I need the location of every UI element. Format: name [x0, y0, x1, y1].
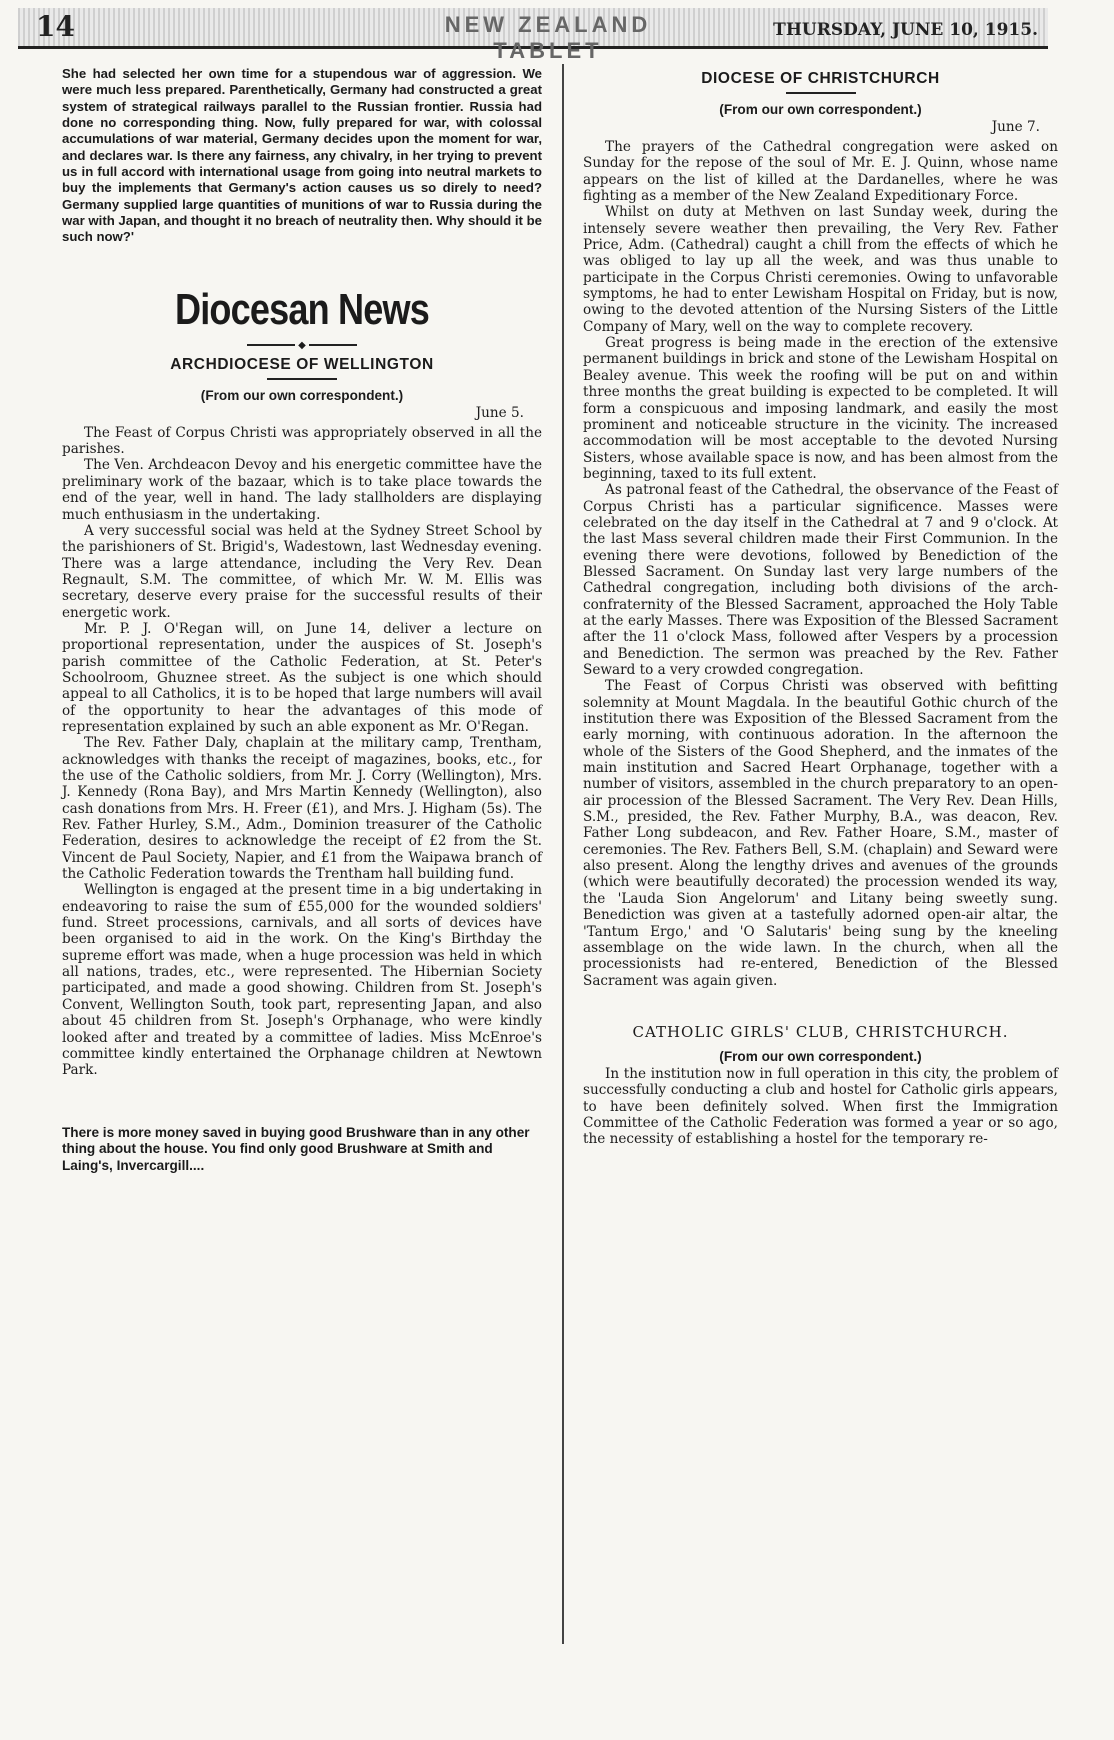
wellington-paragraph: A very successful social was held at the Sydney Street School by the parishioners of St. Brigid's, Wadestown, last Wednesday evening. There was a large attendance, including the Very Rev. Dean Regnault, S.M. The committee, of which Mr. W. M. Ellis was secretary, deserve every praise for the successful results of their energetic work. — [62, 522, 542, 621]
issue-date: THURSDAY, JUNE 10, 1915. — [773, 20, 1038, 40]
section-heading-wellington: ARCHDIOCESE OF WELLINGTON — [170, 355, 434, 373]
page-number: 14 — [36, 10, 75, 43]
page-title: Diocesan News — [174, 284, 430, 334]
wellington-paragraph: Wellington is engaged at the present time in a big undertaking in endeavoring to raise the sum of £55,000 for the wounded soldiers' fund. Street processions, carnivals, and all sorts of devices have been organised to aid in the work. On the King's Birthday the supreme effort was made, when a huge procession was held in which all nations, trades, etc., were represented. The Hibernian Society participated, and made a good showing. Children from St. Joseph's Convent, Wellington South, took part, representing Japan, and also about 45 children from St. Joseph's Orphanage, who were kindly looked after and treated by a committee of ladies. Miss McEnroe's committee kindly entertained the Orphanage children at Newtown Park. — [62, 882, 542, 1079]
wellington-paragraph: The Rev. Father Daly, chaplain at the military camp, Trentham, acknowledges with thanks the receipt of magazines, books, etc., for the use of the Catholic soldiers, from Mr. J. Corry (Wellington), Mrs. J. Kennedy (Rona Bay), and Mrs Martin Kennedy (Wellington), also cash donations from Mrs. H. Freer (£1), and Mrs. J. Higham (5s). The Rev. Father Hurley, S.M., Adm., Dominion treasurer of the Catholic Federation, desires to acknowledge the receipt of £2 from the St. Vincent de Paul Society, Napier, and £1 from the Waipawa branch of the Catholic Federation towards the Trentham hall building fund. — [62, 735, 542, 883]
byline-wellington: (From our own correspondent.) — [200, 387, 404, 403]
dateline-christchurch: June 7. — [991, 119, 1040, 135]
intro-paragraph: She had selected her own time for a stupendous war of aggression. We were much less prepared. Parenthetically, Germany had constructed a great system of strategical railways parallel to the Russian frontier. Russia had done no corresponding thing. Now, fully prepared for war, with colossal accumulations of war material, Germany decides upon the moment for war, and declares war. Is there any fairness, any chivalry, in her trying to prevent us in full accord with international usage from going into neutral markets to buy the implements that Germany's action causes us so direly to need? Germany supplied large quantities of munitions of war to Russia during the war with Japan, and thought it no breach of neutrality then. Why should it be such now?' — [62, 66, 542, 245]
brushware-advertisement: There is more money saved in buying good Brushware than in any other thing about the house. You find only good Brushware at Smith and Laing's, Invercargill.... — [62, 1124, 530, 1173]
christchurch-paragraph: Whilst on duty at Methven on last Sunday week, during the intensely severe weather then prevailing, the Very Rev. Father Price, Adm. (Cathedral) caught a chill from the effects of which he was obliged to lay up all the week, and was thus unable to participate in the Corpus Christi ceremonies. Owing to unfavorable symptoms, he had to enter Lewisham Hospital on Friday, but is now, owing to the devoted attention of the Nursing Sisters of the Little Company of Mary, well on the way to complete recovery. — [583, 204, 1058, 335]
christchurch-paragraph: As patronal feast of the Cathedral, the observance of the Feast of Corpus Christi has a particular significence. Masses were celebrated on the day itself in the Cathedral at 7 and 9 o'clock. At the last Mass several children made their First Communion. In the evening there were devotions, followed by Benediction of the Blessed Sacrament. On Sunday last very large numbers of the Cathedral congregation, including both divisions of the arch-confraternity of the Blessed Sacrament, approached the Holy Table at the early Masses. There was Exposition of the Blessed Sacrament after the 11 o'clock Mass, followed after Vespers by a procession and Benediction. The sermon was preached by the Rev. Father Seward to a very crowded congregation. — [583, 482, 1058, 678]
christchurch-paragraph: The Feast of Corpus Christi was observed with befitting solemnity at Mount Magdala. In the beautiful Gothic church of the institution there was Exposition of the Blessed Sacrament from the early morning, with continuous adoration. In the afternoon the whole of the Sisters of the Good Shepherd, and the inmates of the main institution and Sacred Heart Orphanage, together with a number of visitors, assembled in the church preparatory to an open-air procession of the Blessed Sacrament. The Very Rev. Dean Hills, S.M., presided, the Rev. Father Murphy, B.A., was deacon, Rev. Father Long subdeacon, and Rev. Father Hoare, S.M., master of ceremonies. The Rev. Fathers Bell, S.M. (chaplain) and Seward were also present. Along the lengthy drives and avenues of the grounds (which were beautifully decorated) the procession wended its way, the 'Lauda Sion Angelorum' and Litany being sweetly sung. Benediction was given at a tastefully adorned open-air altar, the 'Tantum Ergo,' and 'O Salutaris' being sung by the kneeling assemblage on the wide lawn. In the church, when all the processionists had re-entered, Benediction of the Blessed Sacrament was again given. — [583, 678, 1058, 989]
section-heading-girls-club: CATHOLIC GIRLS' CLUB, CHRISTCHURCH. — [632, 1022, 1009, 1041]
section-heading-christchurch: DIOCESE OF CHRISTCHURCH — [701, 70, 940, 87]
byline-girls-club: (From our own correspondent.) — [719, 1048, 922, 1064]
intro-continuation — [62, 66, 542, 246]
right-column — [583, 66, 1058, 1148]
christchurch-paragraph: The prayers of the Cathedral congregation were asked on Sunday for the repose of the soul of Mr. E. J. Quinn, whose name appears on the list of killed at the Dardanelles, where he was fighting as a member of the New Zealand Expeditionary Force. — [583, 139, 1058, 205]
dateline-wellington: June 5. — [475, 404, 524, 421]
paper-name: NEW ZEALAND TABLET — [444, 12, 652, 63]
left-column — [62, 66, 542, 1174]
masthead — [18, 8, 1048, 63]
wellington-paragraph: The Ven. Archdeacon Devoy and his energetic committee have the preliminary work of the bazaar, which is to take place towards the end of the year, well in hand. The lady stallholders are displaying much enthusiasm in the undertaking. — [62, 457, 542, 523]
short-rule — [786, 92, 856, 94]
diamond-rule: ◆ — [62, 340, 542, 352]
christchurch-paragraph: Great progress is being made in the erection of the extensive permanent buildings in brick and stone of the Lewisham Hospital on Bealey avenue. This week the roofing will be put on and within three months the great building is expected to be completed. It will form a conspicuous and imposing landmark, and easily the most prominent and noticeable structure in the vicinity. The increased accommodation will be most acceptable to the devoted Nursing Sisters, whose available space is now, and has been almost from the beginning, taxed to its full extent. — [583, 335, 1058, 482]
column-divider — [562, 64, 564, 1644]
wellington-paragraph: The Feast of Corpus Christi was appropriately observed in all the parishes. — [62, 424, 542, 458]
byline-christchurch: (From our own correspondent.) — [719, 102, 922, 117]
girls-club-paragraph: In the institution now in full operation in this city, the problem of successfully conducting a club and hostel for Catholic girls appears, to have been definitely solved. When first the Immigration Committee of the Catholic Federation was formed a year or so ago, the necessity of establishing a hostel for the temporary re- — [583, 1065, 1058, 1148]
wellington-paragraph: Mr. P. J. O'Regan will, on June 14, deliver a lecture on proportional representation, under the auspices of St. Joseph's parish committee of the Catholic Federation, at St. Peter's Schoolroom, Ghuznee street. As the subject is one which should appeal to all Catholics, it is to be hoped that large numbers will avail of the opportunity to hear the advantages of this mode of representation explained by such an able exponent as Mr. O'Regan. — [62, 620, 542, 735]
short-rule — [267, 378, 337, 380]
